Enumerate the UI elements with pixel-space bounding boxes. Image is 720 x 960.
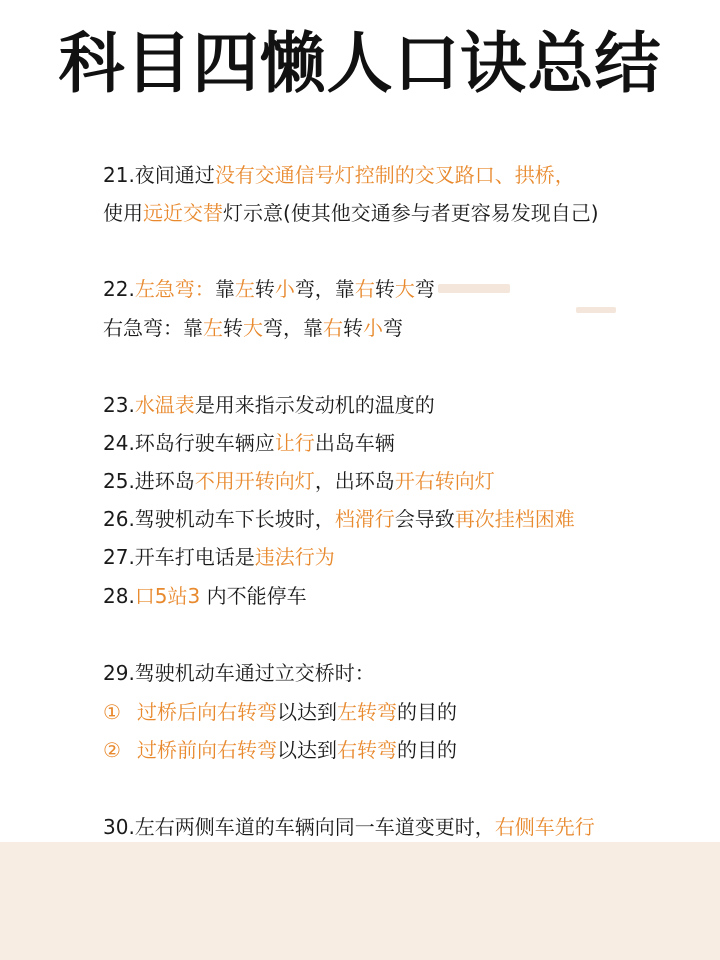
text-segment: 以达到 [277,700,337,724]
text-segment: 弯 [414,277,435,301]
text-segment: 22. [103,277,135,301]
highlighted-text: 不用开转向灯 [194,469,315,493]
highlighted-text: 小 [274,277,295,301]
rule-line [103,390,435,420]
text-segment: 24.环岛行驶车辆应 [103,431,275,455]
highlighted-text: 右侧车先行 [494,815,595,839]
text-segment: 23. [103,393,135,417]
text-segment: 以达到 [277,738,337,762]
text-segment: 26.驾驶机动车下长坡时， [103,507,335,531]
text-segment: 29.驾驶机动车通过立交桥时： [103,661,375,685]
highlighted-text: 水温表 [134,393,195,417]
rule-line [103,198,599,228]
highlighted-text: 左转弯 [337,700,397,724]
rule-line [103,428,395,458]
highlighted-text: 过桥前向右转弯 [137,738,277,762]
highlighted-text: 过桥后向右转弯 [137,700,277,724]
highlighted-text: 违法行为 [254,545,335,569]
text-segment: 转 [374,277,395,301]
text-segment: 的目的 [397,738,457,762]
rule-line [103,160,575,190]
decorative-bar [438,284,510,293]
highlighted-text: 档滑行 [334,507,395,531]
page-title: 科目四懒人口诀总结 [58,25,662,102]
text-segment: 靠 [214,277,235,301]
rule-line [103,313,403,343]
highlighted-text: 右 [323,316,343,340]
circled-number: ② [103,738,121,762]
highlighted-text: 再次挂档困难 [454,507,575,531]
highlighted-text: 小 [363,316,383,340]
circled-number: ① [103,700,121,724]
text-segment: 使用 [103,201,143,225]
text-segment: 21.夜间通过 [103,163,215,187]
text-segment: 30.左右两侧车道的车辆向同一车道变更时， [103,815,495,839]
highlighted-text: 让行 [274,431,315,455]
text-segment: 的目的 [397,700,457,724]
text-segment: 右急弯：靠 [103,316,203,340]
rule-line [103,658,375,688]
text-segment: 27.开车打电话是 [103,545,255,569]
rule-line [103,735,457,765]
rule-line [103,542,335,572]
highlighted-text: 大 [243,316,263,340]
text-segment: 转 [343,316,363,340]
text-segment: ，出环岛 [314,469,395,493]
rule-line [103,504,575,534]
decorative-bar [576,307,616,313]
text-segment: 转 [254,277,275,301]
rule-line [103,697,457,727]
bottom-background-band [0,842,720,960]
text-segment: 弯，靠 [294,277,355,301]
rule-line [103,581,307,611]
text-segment: 是用来指示发动机的温度的 [194,393,435,417]
highlighted-text: 没有交通信号灯控制的交叉路口、拱桥， [214,163,575,187]
highlighted-text: 远近交替 [143,201,223,225]
text-segment: 28. [103,584,135,608]
text-segment: 出岛车辆 [314,431,395,455]
rule-line [103,812,595,842]
text-segment: 弯，靠 [263,316,323,340]
text-segment: 转 [223,316,243,340]
highlighted-text: 右 [354,277,375,301]
highlighted-text: 左急弯： [134,277,215,301]
text-segment: 弯 [383,316,403,340]
rule-line [103,466,495,496]
text-segment: 灯示意(使其他交通参与者更容易发现自己) [223,201,599,225]
highlighted-text: 开右转向灯 [394,469,495,493]
highlighted-text: 左 [234,277,255,301]
highlighted-text: 右转弯 [337,738,397,762]
text-segment: 25.进环岛 [103,469,195,493]
rule-line [103,274,435,304]
highlighted-text: 大 [394,277,415,301]
highlighted-text: 左 [203,316,223,340]
text-segment: 会导致 [394,507,455,531]
highlighted-text: 口5站3 [134,584,201,608]
text-segment: 内不能停车 [200,584,307,608]
